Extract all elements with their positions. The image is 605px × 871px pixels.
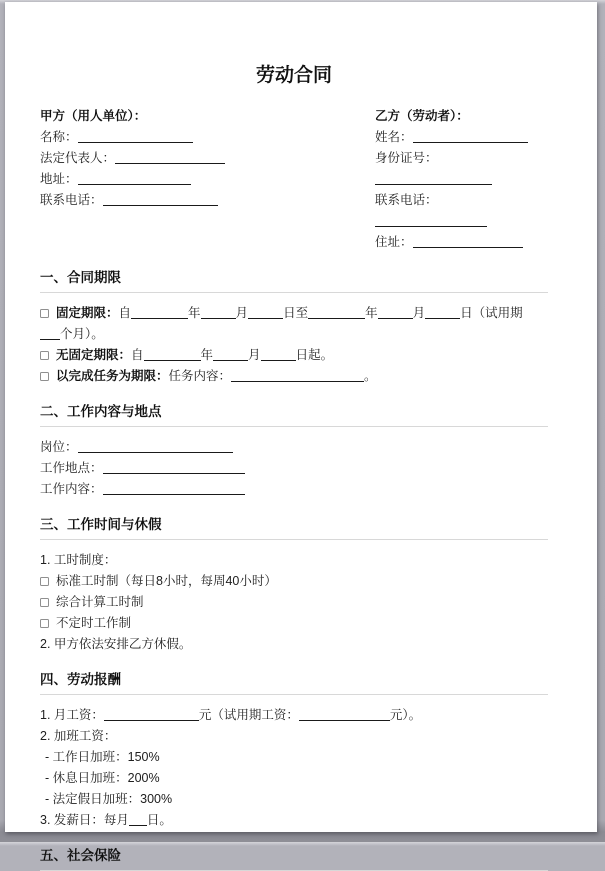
line-text: 标准工时制（每日8小时，每周40小时） <box>56 574 277 588</box>
contract-line <box>40 726 548 747</box>
line-text: 元（试用期工资： <box>198 708 299 722</box>
checkbox[interactable] <box>40 351 49 360</box>
line-text: 固定期限： <box>56 306 119 320</box>
fill-in-blank[interactable] <box>115 151 225 164</box>
section-contract-term-body <box>40 303 548 387</box>
fill-in-blank[interactable] <box>375 172 492 185</box>
line-text: 年 <box>188 306 201 320</box>
line-text: 年 <box>365 306 378 320</box>
contract-line <box>375 190 548 232</box>
contract-line <box>40 571 548 592</box>
fill-in-blank[interactable] <box>103 482 245 495</box>
section-work-content-heading: 二、工作内容与地点 <box>40 403 548 427</box>
line-text: 日至 <box>283 306 309 320</box>
contract-line <box>40 345 548 366</box>
line-text: 月 <box>248 348 261 362</box>
contract-line <box>40 592 548 613</box>
contract-line <box>40 366 548 387</box>
checkbox[interactable] <box>40 372 49 381</box>
contract-line <box>40 634 548 655</box>
contract-line <box>40 810 548 831</box>
line-text: 联系电话： <box>40 193 103 207</box>
fill-in-blank[interactable] <box>375 214 487 227</box>
section-social-insurance-heading: 五、社会保险 <box>40 847 548 871</box>
fill-in-blank[interactable] <box>78 172 191 185</box>
line-text: - 休息日加班：200% <box>45 771 160 785</box>
line-text: 地址： <box>40 172 78 186</box>
contract-line <box>375 232 548 253</box>
line-text: 自 <box>131 348 144 362</box>
fill-in-blank[interactable] <box>201 306 236 319</box>
parties-block <box>40 106 548 253</box>
contract-line <box>375 148 548 190</box>
contract-line <box>40 458 548 479</box>
fill-in-blank[interactable] <box>231 369 364 382</box>
line-text: 以完成任务为期限： <box>56 369 169 383</box>
fill-in-blank[interactable] <box>378 306 413 319</box>
line-text: 综合计算工时制 <box>56 595 144 609</box>
section-contract-term-heading: 一、合同期限 <box>40 269 548 293</box>
line-text: 月 <box>412 306 426 320</box>
checkbox[interactable] <box>40 309 49 318</box>
contract-line <box>40 747 548 768</box>
line-text: 法定代表人： <box>40 151 116 165</box>
line-text: 日起。 <box>295 348 334 362</box>
line-text: 月 <box>235 306 249 320</box>
section-work-time <box>40 516 548 655</box>
line-text: 1. 月工资： <box>40 708 104 722</box>
fill-in-blank[interactable] <box>261 348 296 361</box>
fill-in-blank[interactable] <box>144 348 201 361</box>
line-text: 联系电话： <box>375 193 438 207</box>
fill-in-blank[interactable] <box>413 235 523 248</box>
contract-line <box>40 479 548 500</box>
line-text: 日（试用期 <box>460 306 523 320</box>
contract-line <box>40 127 375 148</box>
party-b-fields <box>375 127 548 253</box>
checkbox[interactable] <box>40 577 49 586</box>
fill-in-blank[interactable] <box>131 306 188 319</box>
fill-in-blank[interactable] <box>299 708 390 721</box>
line-text: 姓名： <box>375 130 413 144</box>
fill-in-blank[interactable] <box>413 130 528 143</box>
contract-line <box>40 148 375 169</box>
line-text: 2. 甲方依法安排乙方休假。 <box>40 637 192 651</box>
section-work-content <box>40 403 548 500</box>
party-a-block <box>40 106 375 253</box>
line-text: 工作地点： <box>40 461 103 475</box>
contract-line <box>40 550 548 571</box>
contract-line <box>40 613 548 634</box>
line-text: - 工作日加班：150% <box>45 750 160 764</box>
fill-in-blank[interactable] <box>104 708 199 721</box>
line-text: 不定时工作制 <box>56 616 132 630</box>
line-text: 自 <box>118 306 132 320</box>
line-text: 。 <box>364 369 377 383</box>
contract-line <box>40 705 548 726</box>
fill-in-blank[interactable] <box>103 193 218 206</box>
line-text: 2. 加班工资： <box>40 729 117 743</box>
checkbox[interactable] <box>40 619 49 628</box>
contract-line <box>40 190 375 211</box>
fill-in-blank[interactable] <box>103 461 245 474</box>
section-social-insurance <box>40 847 548 871</box>
section-work-time-body <box>40 550 548 655</box>
fill-in-blank[interactable] <box>308 306 365 319</box>
section-compensation-heading: 四、劳动报酬 <box>40 671 548 695</box>
section-contract-term <box>40 269 548 387</box>
party-b-heading: 乙方（劳动者）： <box>375 109 469 123</box>
line-text: - 法定假日加班：300% <box>45 792 173 806</box>
contract-line <box>40 169 375 190</box>
contract-line <box>40 789 548 810</box>
contract-line <box>375 127 548 148</box>
fill-in-blank[interactable] <box>40 327 60 340</box>
fill-in-blank[interactable] <box>78 130 193 143</box>
line-text: 年 <box>200 348 214 362</box>
section-compensation-body <box>40 705 548 831</box>
line-text: 3. 发薪日：每月 <box>40 813 129 827</box>
checkbox[interactable] <box>40 598 49 607</box>
section-work-content-body <box>40 437 548 500</box>
line-text: 个月）。 <box>60 327 104 341</box>
line-text: 岗位： <box>40 440 78 454</box>
section-work-time-heading: 三、工作时间与休假 <box>40 516 548 540</box>
party-a-heading: 甲方（用人单位）： <box>40 109 147 123</box>
contract-line <box>40 437 548 458</box>
fill-in-blank[interactable] <box>248 306 283 319</box>
contract-line <box>40 768 548 789</box>
contract-page <box>5 2 597 863</box>
fill-in-blank[interactable] <box>78 440 233 453</box>
line-text: 元）。 <box>389 708 422 722</box>
party-a-fields <box>40 127 375 211</box>
fill-in-blank[interactable] <box>129 813 147 826</box>
line-text: 无固定期限： <box>56 348 132 362</box>
line-text: 住址： <box>375 235 413 249</box>
line-text: 1. 工时制度： <box>40 553 117 567</box>
section-compensation <box>40 671 548 831</box>
fill-in-blank[interactable] <box>425 306 460 319</box>
document-title: 劳动合同 <box>255 65 332 86</box>
line-text: 身份证号： <box>375 151 438 165</box>
line-text: 工作内容： <box>40 482 103 496</box>
line-text: 日。 <box>146 813 172 827</box>
line-text: 名称： <box>40 130 78 144</box>
line-text: 任务内容： <box>168 369 232 383</box>
contract-line <box>40 303 548 345</box>
party-b-block <box>375 106 548 253</box>
fill-in-blank[interactable] <box>213 348 248 361</box>
